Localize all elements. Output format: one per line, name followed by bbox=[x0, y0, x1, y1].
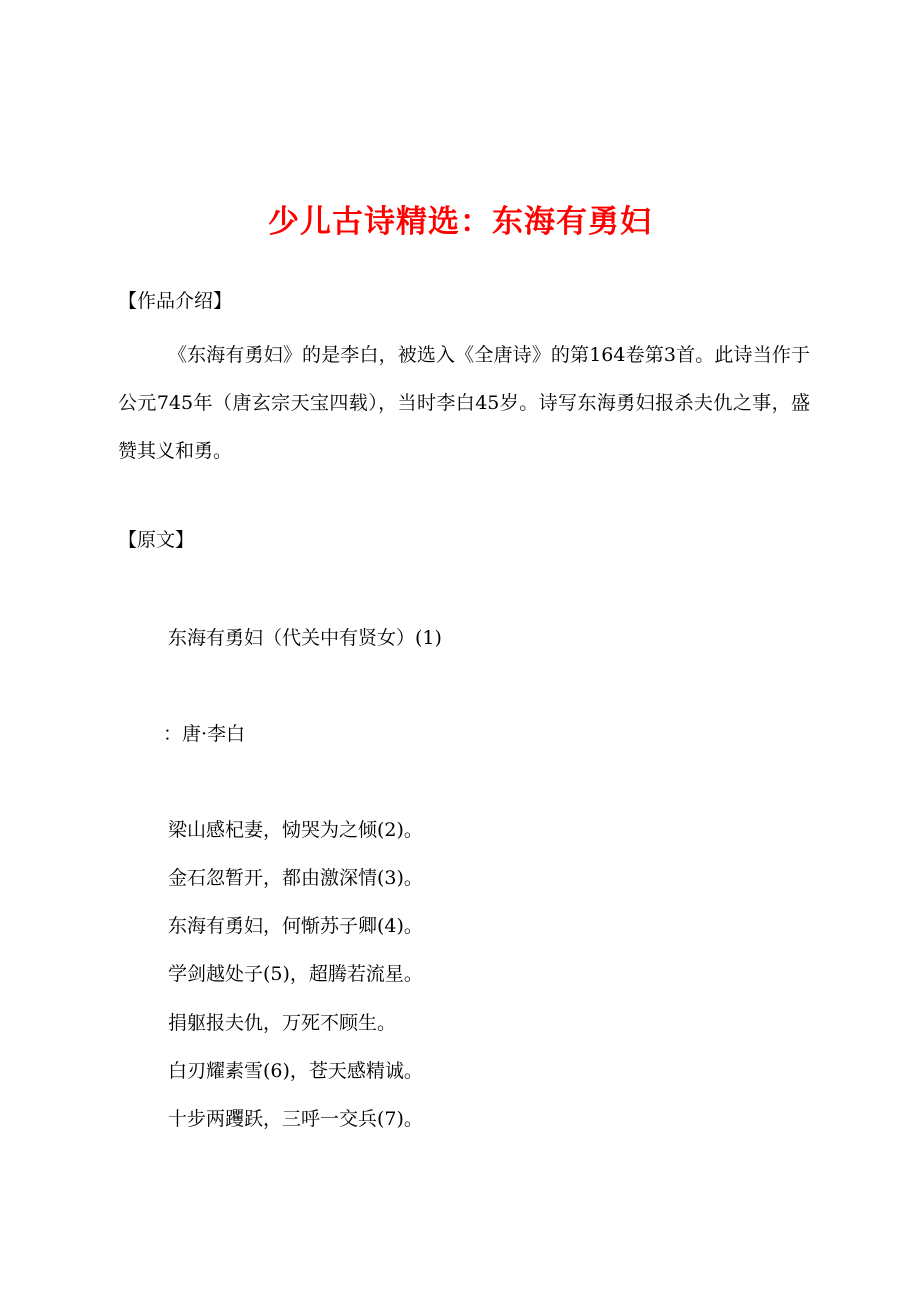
intro-heading: 【作品介绍】 bbox=[118, 290, 233, 312]
poem-line: 白刃耀素雪(6)，苍天感精诚。 bbox=[168, 1060, 423, 1082]
document-title: 少儿古诗精选：东海有勇妇 bbox=[268, 204, 652, 240]
poem-title: 东海有勇妇（代关中有贤女）(1) bbox=[168, 627, 442, 649]
intro-paragraph: 《东海有勇妇》的是李白，被选入《全唐诗》的第164卷第3首。此诗当作于公元745年（唐玄宗天宝四载），当时李白45岁。诗写东海勇妇报杀夫仇之事，盛赞其义和勇。 bbox=[118, 344, 810, 462]
poem-line: 东海有勇妇，何惭苏子卿(4)。 bbox=[168, 915, 423, 937]
poem-line: 金石忽暂开，都由激深情(3)。 bbox=[168, 867, 423, 889]
poem-line: 学剑越处子(5)，超腾若流星。 bbox=[168, 963, 423, 985]
poem-line: 捐躯报夫仇，万死不顾生。 bbox=[168, 1012, 397, 1034]
poem-author: ：唐·李白 bbox=[163, 723, 246, 745]
original-heading: 【原文】 bbox=[118, 529, 195, 551]
poem-line: 十步两躩跃，三呼一交兵(7)。 bbox=[168, 1108, 423, 1130]
poem-line: 梁山感杞妻，恸哭为之倾(2)。 bbox=[168, 819, 423, 841]
